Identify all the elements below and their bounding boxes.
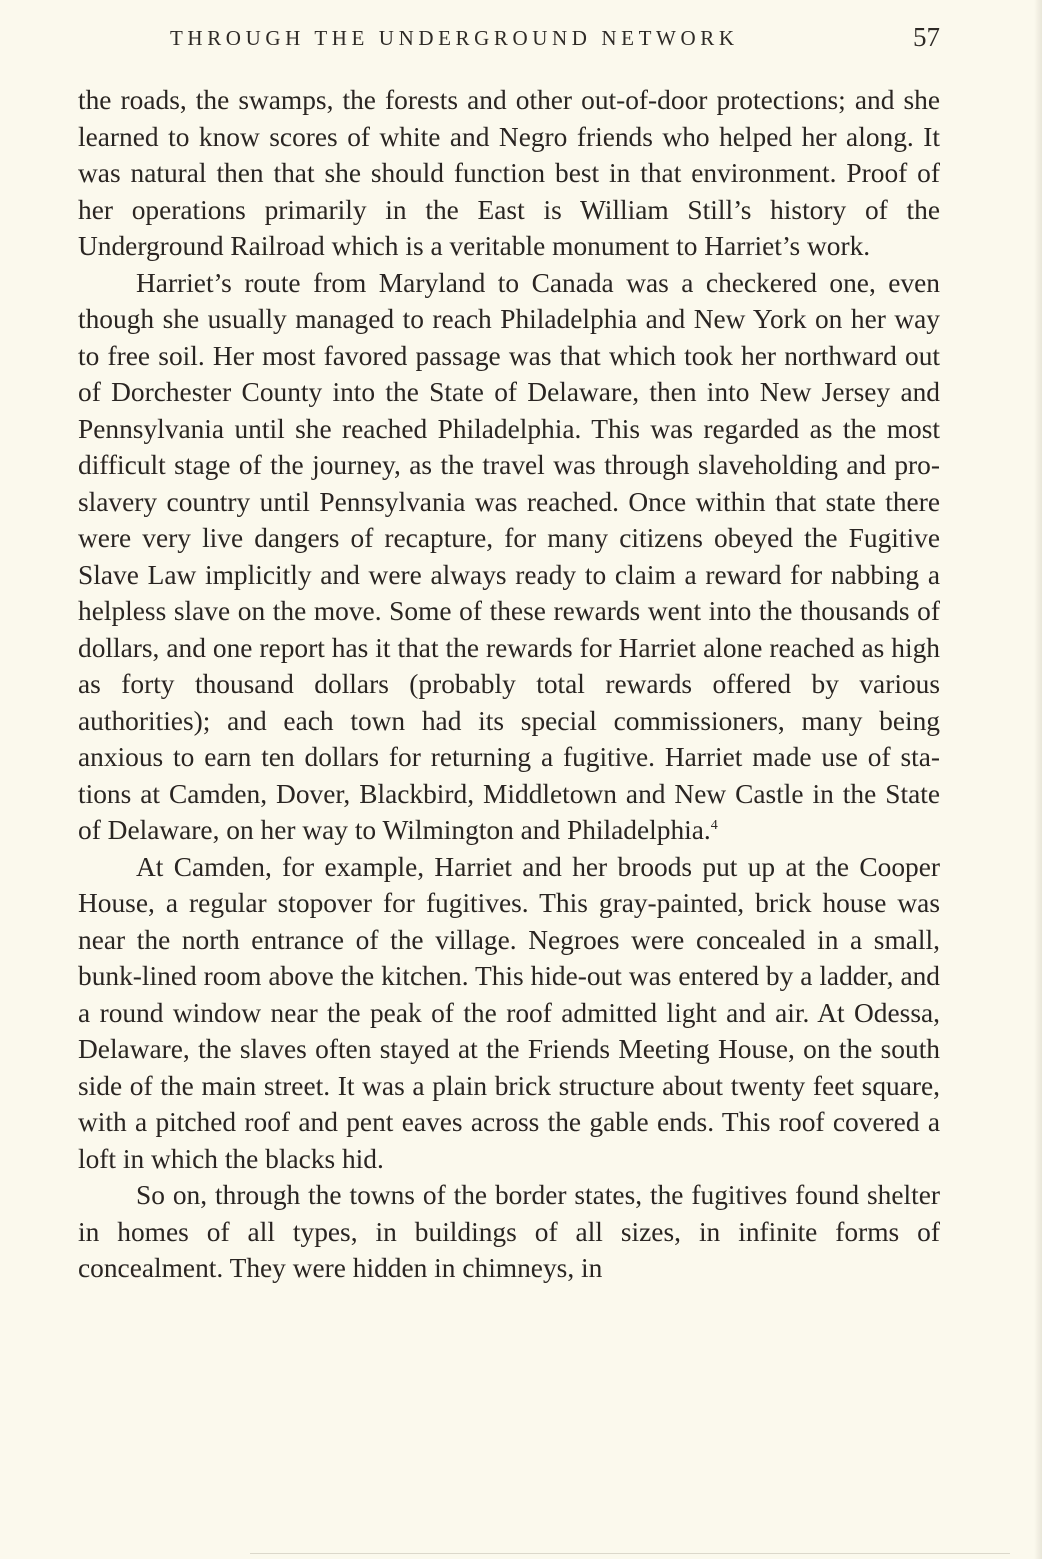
page-edge-shadow bbox=[1034, 0, 1042, 1559]
running-title: THROUGH THE UNDERGROUND NETWORK bbox=[170, 26, 739, 50]
footnote-reference: 4 bbox=[710, 817, 718, 833]
paragraph-border-states: So on, through the towns of the border states, the fugitives found shelter in homes of all types, in buildings of all sizes, in infinite forms of concealment. They were hidden in chimneys, in bbox=[78, 1180, 940, 1283]
running-head bbox=[78, 22, 940, 54]
scan-bottom-edge bbox=[250, 1553, 1010, 1554]
paragraph-continued: the roads, the swamps, the forests and other out-of-door protections; and she learned to know scores of white and Negro friends who helped her along. It was natural then that she should function best in that environment. Proof of her operations primarily in the East is William Still’s history of the Underground Railroad which is a veritable monument to Harriet’s work. bbox=[78, 85, 940, 261]
paragraph-harriets-route bbox=[78, 265, 940, 849]
page-number: 57 bbox=[913, 22, 940, 52]
paragraph-text: Harriet’s route from Maryland to Canada was a checkered one, even though she usually managed to reach Philadelphia and New York on her way to free soil. Her most favored passage was that which took her northward out of Dorchester County into the State of Delaware, then into New Jersey and Pennsylvania until she reached Philadelphia. This was regarded as the most difficult stage of the journey, as the travel was through slaveholding and proslavery country until Pennsylvania was reached. Once within that state there were very live dangers of recapture, for many citizens obeyed the Fugitive Slave Law implicitly and were always ready to claim a reward for nabbing a helpless slave on the move. Some of these rewards went into the thousands of dollars, and one report has it that the rewards for Harriet alone reached as high as forty thousand dollars (probably total rewards offered by various authorities); and each town had its special commissioners, many being anxious to earn ten dollars for returning a fugitive. Harriet made use of stations at Camden, Dover, Blackbird, Middletown and New Castle in the State of Delaware, on her way to Wilmington and Philadelphia. bbox=[78, 267, 940, 845]
paragraph-camden: At Camden, for example, Harriet and her broods put up at the Cooper House, a regular stopover for fugitives. This gray-painted, brick house was near the north entrance of the village. Negroes were concealed in a small, bunk-lined room above the kitchen. This hide-out was entered by a ladder, and a round window near the peak of the roof admitted light and air. At Odessa, Delaware, the slaves often stayed at the Friends Meeting House, on the south side of the main street. It was a plain brick structure about twenty feet square, with a pitched roof and pent eaves across the gable ends. This roof covered a loft in which the blacks hid. bbox=[78, 851, 940, 1174]
text-body bbox=[78, 82, 940, 1287]
